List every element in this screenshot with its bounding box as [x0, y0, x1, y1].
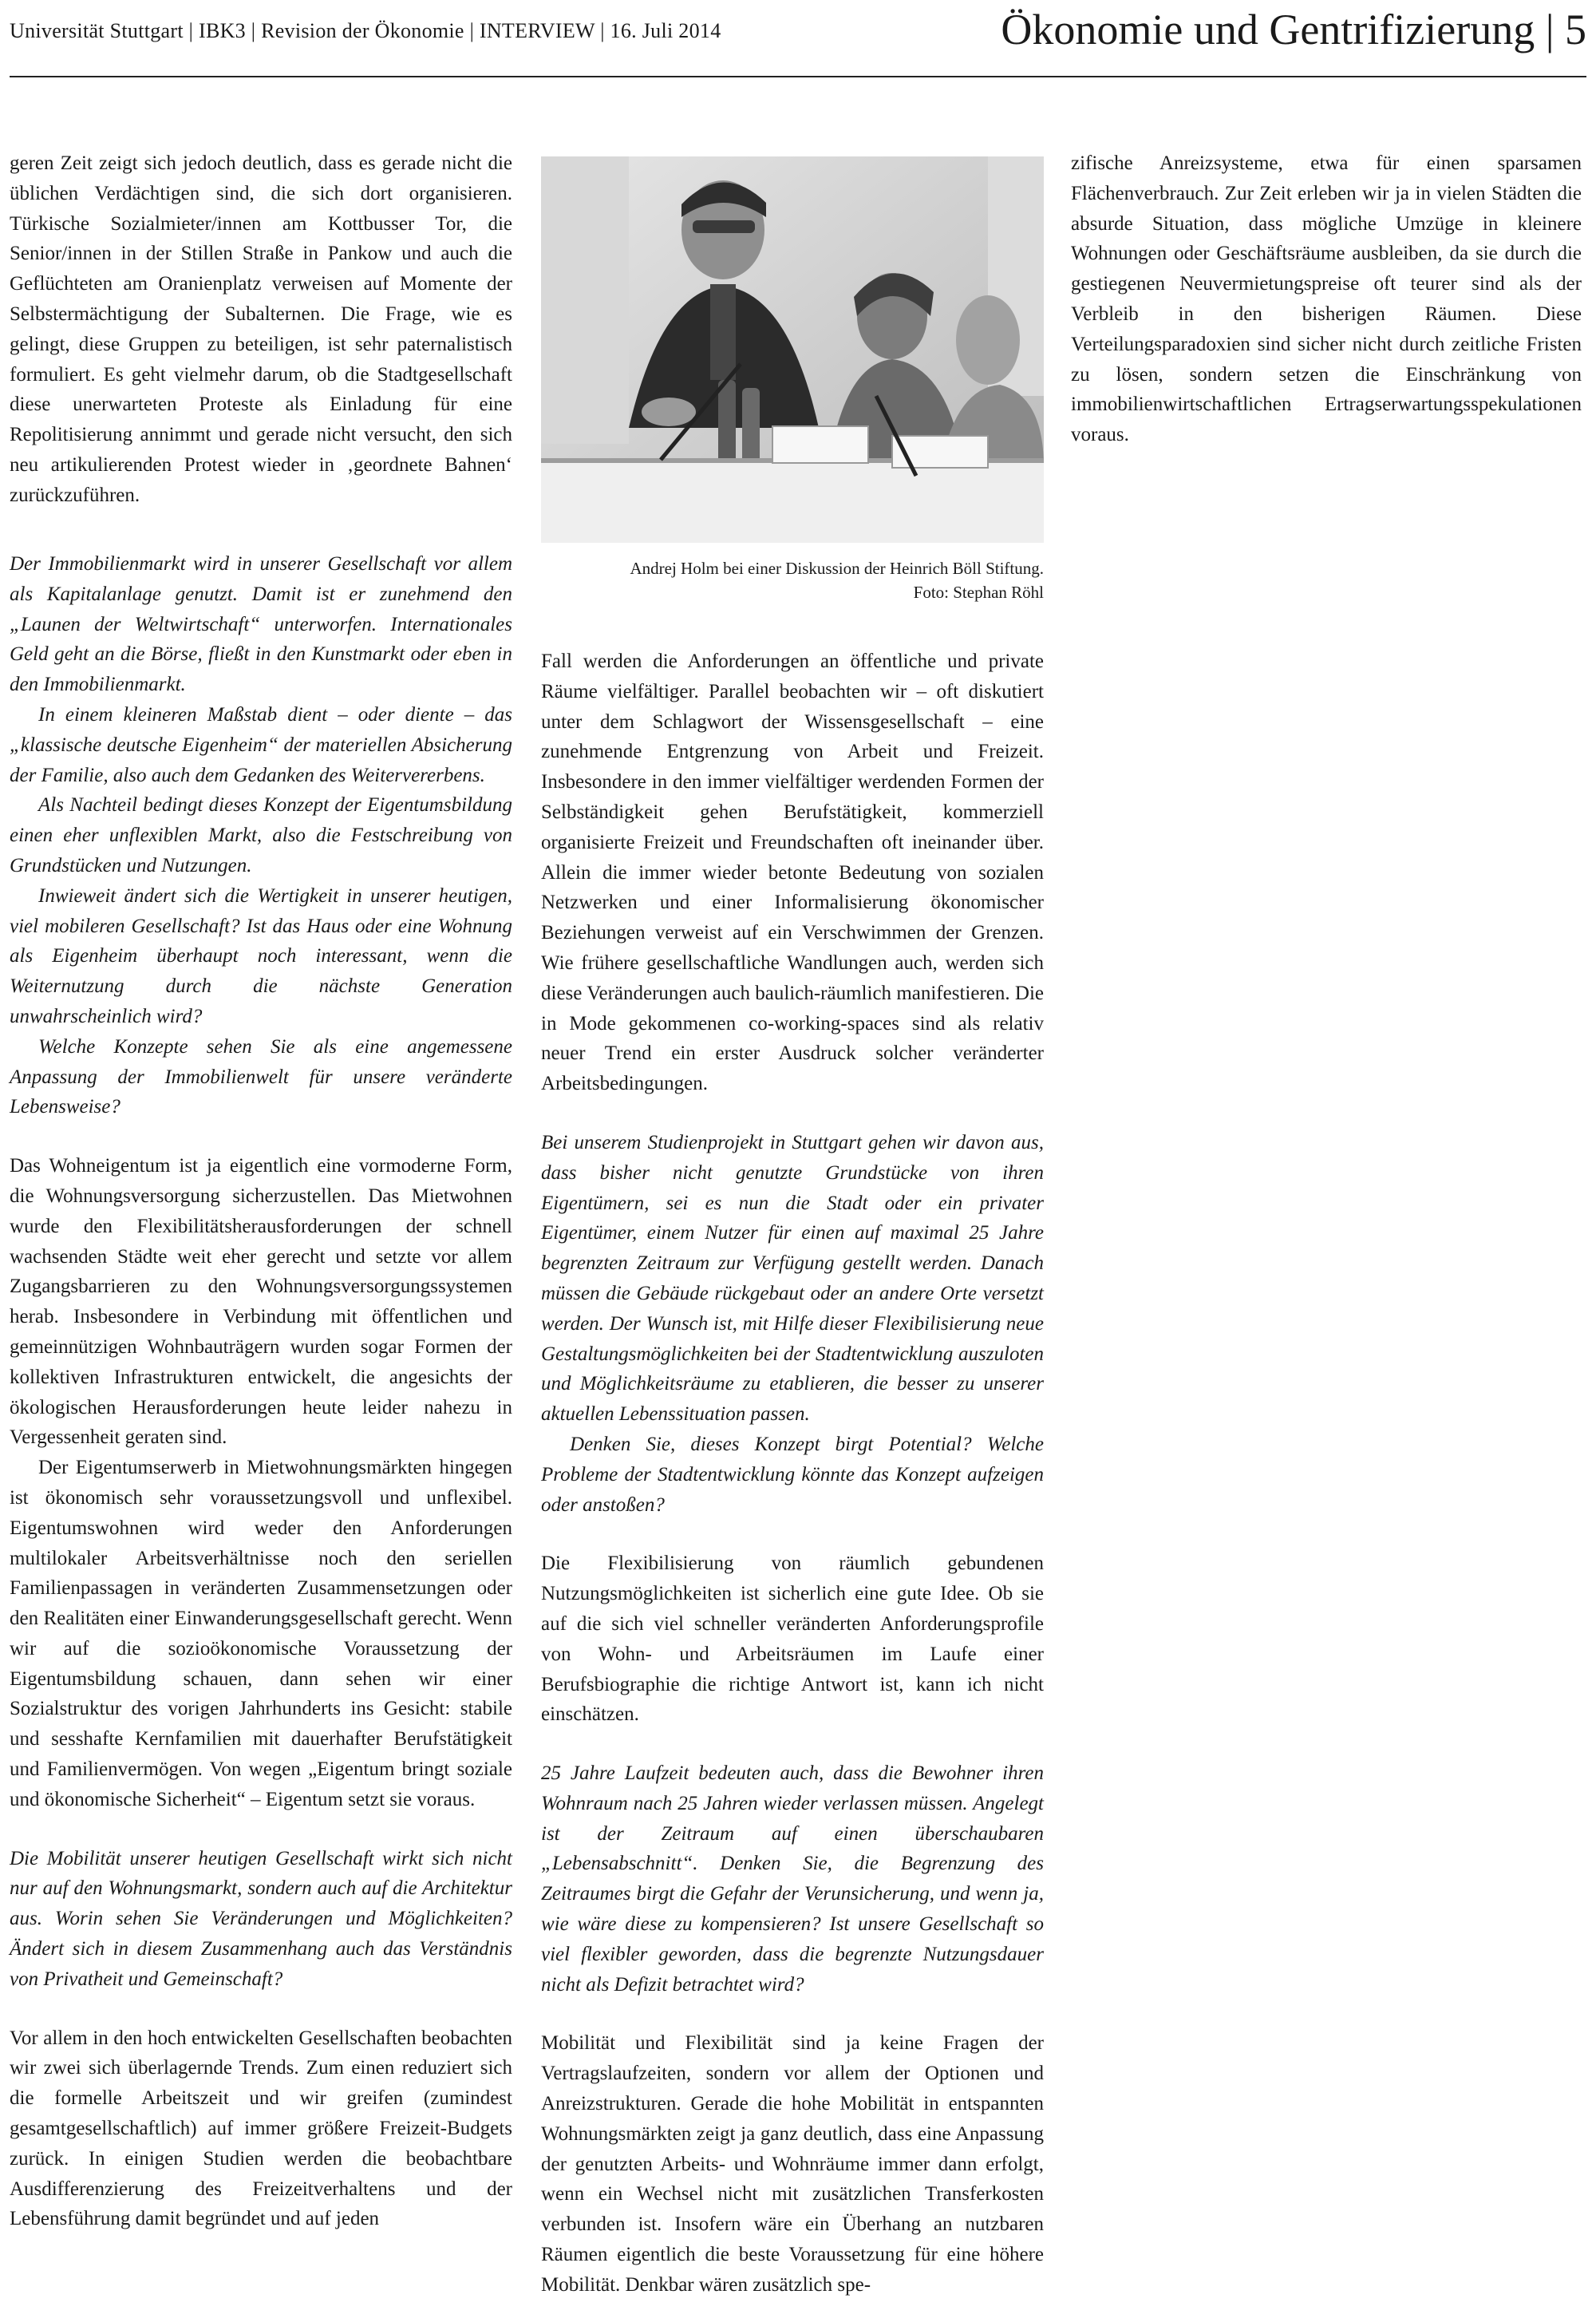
question-paragraph: Die Mobilität unserer heutigen Gesellschaft wirkt sich nicht nur auf den Wohnungsmarkt, sondern auch auf die Architektur aus. Worin sehen Sie Veränderungen und Möglichkeiten? Ändert sich in diesem Zusammenhang auch das Verständnis von Privatheit und Gemeinschaft? [10, 1847, 512, 1990]
question-paragraph: Denken Sie, dieses Konzept birgt Potential? Welche Probleme der Stadtentwicklung könnte das Konzept aufzeigen oder anstoßen? [541, 1433, 1044, 1516]
answer-paragraph: Der Eigentumserwerb in Mietwohnungsmärkten hingegen ist ökonomisch sehr voraussetzungsvoll und unflexibel. Eigentumswohnen wird weder den Anforderungen multilokaler Arbeitsverhältnisse noch den seriellen Familienpassagen in veränderten Zusammensetzungen oder den Realitäten einer Einwanderungsgesellschaft gerecht. Wenn wir auf die sozioökonomische Voraussetzung der Eigentumsbildung schauen, dann sehen wir einer Sozialstruktur des vorigen Jahrhunderts ins Gesicht: stabile und sesshafte Kernfamilien mit dauerhafter Berufstätigkeit und Familienvermögen. Von wegen „Eigentum bringt soziale und ökonomische Sicherheit“ – Eigentum setzt sie voraus. [10, 1457, 512, 1810]
answer-block [10, 1151, 512, 1815]
photo-illustration [541, 156, 1044, 543]
column-3 [1071, 148, 1582, 450]
caption-text: Andrej Holm bei einer Diskussion der Heinrich Böll Stiftung. [630, 559, 1044, 578]
question-paragraph: Inwieweit ändert sich die Wertigkeit in unserer heutigen, viel mobileren Gesellschaft? Ist das Haus oder eine Wohnung als Eigenheim überhaupt noch interessant, wenn die Weiternutzung durch die nächste Generation unwahrscheinlich wird? [10, 884, 512, 1027]
question-paragraph: In einem kleineren Maßstab dient – oder diente – das „klassische deutsche Eigenheim“ der materiellen Absicherung der Familie, also auch dem Gedanken des Weitervererbens. [10, 703, 512, 786]
page-header-left: Universität Stuttgart | IBK3 | Revision der Ökonomie | INTERVIEW | 16. Juli 2014 [10, 19, 721, 42]
answer-paragraph: Mobilität und Flexibilität sind ja keine Fragen der Vertragslaufzeiten, sondern vor allem der Optionen und Anreizstrukturen. Gerade die hohe Mobilität in entspannten Wohnungsmärkten zeigt ja ganz deutlich, dass eine Anpassung der genutzten Arbeits- und Wohnräume immer dann erfolgt, wenn ein Wechsel nicht mit zusätzlichen Transferkosten verbunden ist. Insofern wäre ein Überhang an nutzbaren Räumen eigentlich die beste Voraussetzung für eine höhere Mobilität. Denkbar wären zusätzlich spe- [541, 2032, 1044, 2296]
answer-paragraph: Die Flexibilisierung von räumlich gebundenen Nutzungsmöglichkeiten ist sicherlich eine gute Idee. Ob sie auf die sich viel schneller veränderten Anforderungsprofile von Wohn- und Arbeitsräumen im Laufe einer Berufsbiographie die richtige Antwort ist, kann ich nicht einschätzen. [541, 1553, 1044, 1726]
answer-block [10, 2023, 512, 2235]
header-rule [10, 76, 1586, 77]
answer-paragraph: Fall werden die Anforderungen an öffentliche und private Räume vielfältiger. Parallel beobachten wir – oft diskutiert unter dem Schlagwort der Wissensgesellschaft – eine zunehmende Entgrenzung von Arbeit und Freizeit. Insbesondere in den immer vielfältiger werdenden Formen der Selbständigkeit gehen Berufstätigkeit, kommerziell organisierte Freizeit und Freundschaften oft ineinander über. Allein die immer wieder betonte Bedeutung von sozialen Netzwerken und einer Informalisierung ökonomischer Beziehungen verweist auf ein Verschwimmen der Grenzen. Wie frühere gesellschaftliche Wandlungen auch, werden sich diese Veränderungen auch baulich-räumlich manifestieren. Die in Mode gekommenen co-working-spaces sind als relativ neuer Trend ein erster Ausdruck solcher veränderter Arbeitsbedingungen. [541, 651, 1044, 1095]
answer-paragraph: Vor allem in den hoch entwickelten Gesellschaften beobachten wir zwei sich überlagernde Trends. Zum einen reduziert sich die formelle Arbeitszeit und wir greifen (zumindest gesamtgesellschaftlich) auf immer größere Freizeit-Budgets zurück. In einigen Studien werden die beobachtbare Ausdifferenzierung des Freizeitverhaltens und der Lebensführung damit begründet und auf jeden [10, 2027, 512, 2230]
question-block [10, 1844, 512, 1995]
answer-block [541, 1549, 1044, 1730]
photo-caption [541, 556, 1044, 604]
photo-credit: Foto: Stephan Röhl [913, 583, 1044, 602]
question-paragraph: Als Nachteil bedingt dieses Konzept der Eigentumsbildung einen eher unflexiblen Markt, also die Festschreibung von Grundstücken und Nutzungen. [10, 794, 512, 876]
question-block [10, 549, 512, 1122]
column-1-top [10, 148, 512, 511]
question-paragraph: Welche Konzepte sehen Sie als eine angemessene Anpassung der Immobilienwelt für unsere veränderte Lebensweise? [10, 1035, 512, 1118]
question-paragraph: Bei unserem Studienprojekt in Stuttgart gehen wir davon aus, dass bisher nicht genutzte Grundstücke von ihren Eigentümern, sei es nun die Stadt oder ein privater Eigentümer, einem Nutzer für einen auf maximal 25 Jahre begrenzten Zeitraum zur Verfügung gestellt werden. Danach müssen die Gebäude rückgebaut oder an andere Orte versetzt werden. Der Wunsch ist, mit Hilfe dieser Flexibilisierung neue Gestaltungsmöglichkeiten bei der Stadtentwicklung auszuloten und Möglichkeitsräume zu etablieren, die besser zu unserer aktuellen Lebenssituation passen. [541, 1131, 1044, 1426]
answer-block [541, 647, 1044, 1099]
question-block [541, 1128, 1044, 1520]
column-2 [541, 647, 1044, 2300]
answer-block [541, 2028, 1044, 2300]
column-1 [10, 549, 512, 2234]
question-paragraph: 25 Jahre Laufzeit bedeuten auch, dass die Bewohner ihren Wohnraum nach 25 Jahren wieder verlassen müssen. Angelegt ist der Zeitraum auf einen überschaubaren „Lebensabschnitt“. Denken Sie, die Begrenzung des Zeitraumes birgt die Gefahr der Verunsicherung, und wenn ja, wie wäre diese zu kompensieren? Ist unsere Gesellschaft so viel flexibler geworden, dass die begrenzte Nutzungsdauer nicht als Defizit betrachtet wird? [541, 1762, 1044, 1996]
interview-photo [541, 156, 1044, 543]
answer-paragraph: zifische Anreizsysteme, etwa für einen sparsamen Flächenverbrauch. Zur Zeit erleben wir ja in vielen Städten die absurde Situation, dass mögliche Umzüge in kleinere Wohnungen oder Geschäftsräume ausbleiben, da sie durch die gestiegenen Neuvermietungspreise oft teurer sind als der Verbleib in den bisherigen Räumen. Diese Verteilungsparadoxien sind sicher nicht durch zeitliche Fristen zu lösen, sondern setzen die Einschränkung von immobilienwirtschaftlichen Ertragserwartungsspekulationen voraus. [1071, 152, 1582, 446]
answer-paragraph: Das Wohneigentum ist ja eigentlich eine vormoderne Form, die Wohnungsversorgung sicherzustellen. Das Mietwohnen wurde den Flexibilitätsherausforderungen der schnell wachsenden Städte weit eher gerecht und setzte vor allem Zugangsbarrieren zu den Wohnungsversorgungssystemen herab. Insbesondere in Verbindung mit öffentlichen und gemeinnützigen Wohnbauträgern wurden sogar Formen der kollektiven Infrastrukturen entwickelt, die angesichts der ökologischen Herausforderungen heute leider nahezu in Vergessenheit geraten sind. [10, 1155, 512, 1449]
question-block [541, 1758, 1044, 2000]
question-paragraph: Der Immobilienmarkt wird in unserer Gesellschaft vor allem als Kapitalanlage genutzt. Damit ist er zunehmend den „Launen der Weltwirtschaft“ unterworfen. Internationales Geld geht an die Börse, fließt in den Kunstmarkt oder eben in den Immobilienmarkt. [10, 553, 512, 696]
paragraph: geren Zeit zeigt sich jedoch deutlich, dass es gerade nicht die üblichen Verdächtigen sind, die sich dort organisieren. Türkische Sozialmieter/innen am Kottbusser Tor, die Senior/innen in der Stillen Straße in Pankow und auch die Geflüchteten am Oranienplatz verweisen auf Momente der Selbstermächtigung der Subalternen. Die Frage, wie es gelingt, diese Gruppen zu beteiligen, ist sehr paternalistisch formuliert. Es geht vielmehr darum, ob die Stadtgesellschaft diese unerwarteten Proteste als Einladung für eine Repolitisierung annimmt und gerade nicht versucht, den sich neu artikulierenden Protest wieder in ‚geordnete Bahnen‘ zurückzuführen. [10, 152, 512, 506]
page-header-title: Ökonomie und Gentrifizierung | 5 [1001, 6, 1586, 53]
